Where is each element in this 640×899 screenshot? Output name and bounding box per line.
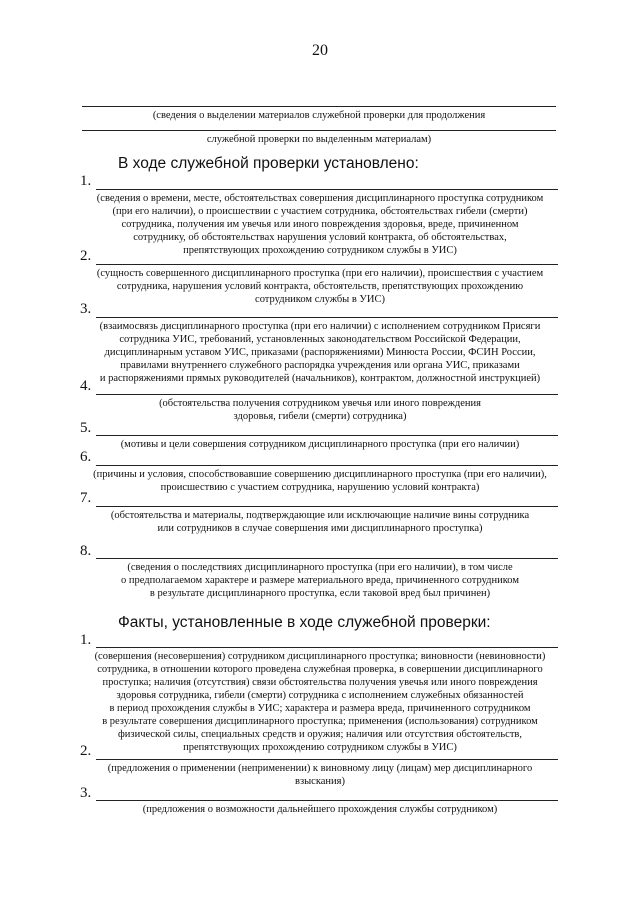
caption-line: (сущность совершенного дисциплинарного проступка (при его наличии), происшествия с участием — [96, 268, 544, 279]
section1-item-number: 5. — [80, 420, 92, 436]
caption-line: (сведения о выделении материалов служебной проверки для продолжения — [152, 110, 486, 121]
caption-line: (причины и условия, способствовавшие совершению дисциплинарного проступка (при его наличии), — [93, 469, 547, 480]
section1-item-fill-line — [96, 435, 558, 436]
section1-title: В ходе служебной проверки установлено: — [118, 155, 419, 172]
caption-line: проступка; наличия (отсутствия) связи обстоятельства получения увечья или иного повреждения — [102, 677, 538, 688]
section1-item-fill-line — [96, 465, 558, 466]
caption-line: в период прохождения службы в УИС; характера и размера вреда, причиненного сотрудником — [109, 703, 531, 714]
caption-line: здоровья, гибели (смерти) сотрудника) — [233, 411, 407, 422]
caption-line: в результате дисциплинарного проступка, если таковой вред был причинен) — [149, 588, 491, 599]
section1-item-number: 1. — [80, 173, 92, 189]
section1-item-number: 6. — [80, 449, 92, 465]
section2-title: Факты, установленные в ходе служебной проверки: — [118, 614, 491, 631]
caption-line: (предложения о применении (неприменении) к виновному лицу (лицам) мер дисциплинарного — [107, 763, 533, 774]
caption-line: сотруднику, об обстоятельствах нарушения условий контракта, об обстоятельствах, — [133, 232, 507, 243]
caption-line: сотрудника, в отношении которого проведена служебная проверка, в совершении дисциплинарного — [97, 664, 543, 675]
section1-item-number: 8. — [80, 543, 92, 559]
caption-line: сотрудником службы в УИС) — [255, 294, 385, 305]
section2-item-caption — [82, 650, 558, 754]
section2-item-number: 3. — [80, 785, 92, 801]
section1-item-caption — [82, 561, 558, 600]
caption-line: о предполагаемом характере и размере материального вреда, причиненного сотрудником — [121, 575, 519, 586]
caption-line: физической силы, специальных средств и оружия; наличия или отсутствия обстоятельств, — [118, 729, 522, 740]
section1-item-fill-line — [96, 264, 558, 265]
caption-line: дисциплинарным уставом УИС, приказами (распоряжениями) Минюста России, ФСИН России, — [104, 347, 536, 358]
section1-item-number: 2. — [80, 248, 92, 264]
caption-line: здоровья сотрудника, гибели (смерти) сотрудника с исполнением служебных обязанностей — [116, 690, 524, 701]
caption-line: (совершения (несовершения) сотрудником дисциплинарного проступка; виновности (невиновности) — [94, 651, 546, 662]
caption-line: (обстоятельства и материалы, подтверждающие или исключающие наличие вины сотрудника — [110, 510, 530, 521]
caption-line: взыскания) — [295, 776, 345, 787]
caption-line: (взаимосвязь дисциплинарного проступка (при его наличии) с исполнением сотрудником Присяги — [99, 321, 541, 332]
caption-line: (сведения о времени, месте, обстоятельствах совершения дисциплинарного проступка сотрудником — [96, 193, 544, 204]
section2-item-caption — [82, 762, 558, 788]
section1-item-caption — [82, 320, 558, 385]
section2-item-fill-line — [96, 800, 558, 801]
caption-line: препятствующих прохождению сотрудником службы в УИС) — [183, 245, 457, 256]
section2-item-number: 1. — [80, 632, 92, 648]
caption-line: (обстоятельства получения сотрудником увечья или иного повреждения — [159, 398, 481, 409]
caption-line: (предложения о возможности дальнейшего прохождения службы сотрудником) — [142, 804, 498, 815]
section1-item-caption — [82, 192, 558, 257]
caption-line: сотрудника УИС, требований, установленных законодательством Российской Федерации, — [119, 334, 521, 345]
caption-line: и распоряжениями прямых руководителей (начальников), контрактом, должностной инструкцией) — [99, 373, 541, 384]
section1-item-number: 3. — [80, 301, 92, 317]
caption-line: сотрудника, получения им увечья или иного повреждения здоровья, вреде, причиненном — [121, 219, 519, 230]
section1-item-caption — [82, 267, 558, 306]
section2-item-fill-line — [96, 759, 558, 760]
caption-line: препятствующих прохождению сотрудником службы в УИС) — [183, 742, 457, 753]
section1-item-number: 4. — [80, 378, 92, 394]
section2-item-number: 2. — [80, 743, 92, 759]
section1-item-caption — [82, 438, 558, 451]
section1-item-fill-line — [96, 189, 558, 190]
top-caption — [82, 109, 556, 122]
caption-line: служебной проверки по выделенным материалам) — [206, 134, 432, 145]
section1-item-number: 7. — [80, 490, 92, 506]
caption-line: происшествию с участием сотрудника, нарушению условий контракта) — [160, 482, 480, 493]
section2-item-fill-line — [96, 647, 558, 648]
top-fill-line-2 — [82, 130, 556, 131]
section2-item-caption — [82, 803, 558, 816]
caption-line: (мотивы и цели совершения сотрудником дисциплинарного проступка (при его наличии) — [120, 439, 520, 450]
section1-item-caption — [82, 397, 558, 423]
section1-item-fill-line — [96, 317, 558, 318]
caption-line: сотрудника, нарушения условий контракта, обстоятельств, препятствующих прохождению — [116, 281, 524, 292]
top-fill-line — [82, 106, 556, 107]
section1-item-caption — [82, 509, 558, 535]
caption-line: в результате совершения дисциплинарного проступка; применения (использования) сотрудником — [102, 716, 538, 727]
section1-item-caption — [82, 468, 558, 494]
caption-line: (сведения о последствиях дисциплинарного проступка (при его наличии), в том числе — [127, 562, 513, 573]
section1-item-fill-line — [96, 394, 558, 395]
caption-line: или сотрудников в случае совершения ими дисциплинарного проступка) — [157, 523, 483, 534]
top-caption-2 — [82, 133, 556, 146]
section1-item-fill-line — [96, 506, 558, 507]
caption-line: (при его наличии), о происшествии с участием сотрудника, обстоятельствах гибели (смерти) — [112, 206, 528, 217]
section1-item-fill-line — [96, 558, 558, 559]
page-number: 20 — [312, 42, 328, 59]
caption-line: правилами внутреннего служебного распорядка учреждения или органа УИС, приказами — [120, 360, 520, 371]
